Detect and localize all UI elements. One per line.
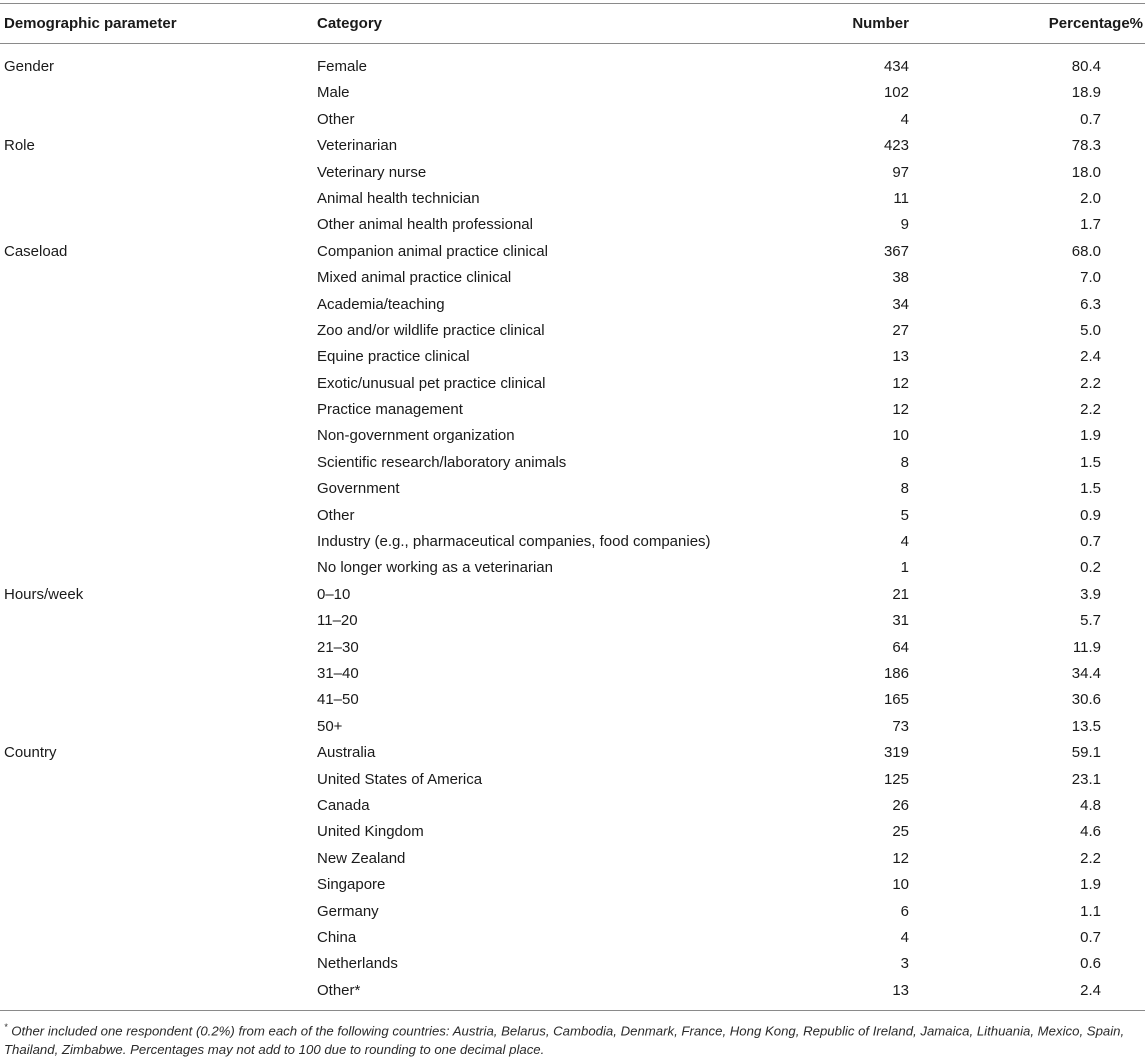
cell-category: Exotic/unusual pet practice clinical xyxy=(317,374,546,392)
table-row xyxy=(0,582,1145,608)
cell-percentage: 2.2 xyxy=(1080,849,1101,867)
cell-category: Female xyxy=(317,58,368,75)
cell-category: Canada xyxy=(317,796,370,814)
table-row xyxy=(0,318,1145,344)
cell-percentage: 3.9 xyxy=(1080,585,1101,603)
cell-number: 8 xyxy=(900,453,909,471)
cell-number: 11 xyxy=(893,189,909,207)
cell-number: 12 xyxy=(892,374,909,392)
cell-percentage: 18.9 xyxy=(1071,84,1101,102)
cell-demographic-parameter: Caseload xyxy=(4,242,68,260)
table-row xyxy=(0,371,1145,397)
cell-number: 4 xyxy=(900,110,909,128)
cell-category: Practice management xyxy=(317,401,463,419)
cell-category: United States of America xyxy=(317,770,483,788)
cell-category: Veterinarian xyxy=(317,137,398,155)
table-row xyxy=(0,239,1145,265)
table-row xyxy=(0,635,1145,661)
cell-category: 31–40 xyxy=(317,664,359,682)
cell-demographic-parameter: Gender xyxy=(4,58,55,75)
table-row xyxy=(0,978,1145,1004)
cell-category: Scientific research/laboratory animals xyxy=(317,453,567,471)
cell-percentage: 1.5 xyxy=(1080,480,1101,498)
cell-category: Equine practice clinical xyxy=(317,348,470,366)
table-row xyxy=(0,872,1145,898)
table-footnote xyxy=(4,1018,1142,1059)
cell-number: 27 xyxy=(892,321,909,339)
cell-category: Animal health technician xyxy=(317,189,480,207)
table-row xyxy=(0,819,1145,845)
table-row xyxy=(0,951,1145,977)
cell-number: 102 xyxy=(883,84,909,102)
table-row xyxy=(0,899,1145,925)
table-row xyxy=(0,133,1145,159)
cell-percentage: 6.3 xyxy=(1080,295,1101,313)
cell-percentage: 2.4 xyxy=(1080,348,1101,366)
cell-number: 34 xyxy=(892,295,909,313)
table-row xyxy=(0,714,1145,740)
cell-category: 50+ xyxy=(317,717,343,735)
cell-percentage: 5.7 xyxy=(1080,612,1101,630)
cell-category: Industry (e.g., pharmaceutical companies, food companies) xyxy=(317,533,711,551)
table-row xyxy=(0,397,1145,423)
cell-percentage: 80.4 xyxy=(1071,58,1101,75)
cell-percentage: 13.5 xyxy=(1071,717,1101,735)
cell-number: 186 xyxy=(883,664,909,682)
cell-number: 73 xyxy=(892,717,909,735)
table-row xyxy=(0,450,1145,476)
cell-number: 367 xyxy=(883,242,909,260)
cell-percentage: 0.9 xyxy=(1080,506,1101,524)
cell-number: 25 xyxy=(892,823,909,841)
cell-category: Other* xyxy=(317,981,361,999)
cell-percentage: 5.0 xyxy=(1080,321,1101,339)
table-row xyxy=(0,344,1145,370)
cell-category: Australia xyxy=(317,744,376,762)
table-row xyxy=(0,608,1145,634)
footnote-marker: * xyxy=(4,1022,8,1032)
cell-demographic-parameter: Hours/week xyxy=(4,585,84,603)
cell-number: 38 xyxy=(892,269,909,287)
cell-percentage: 2.2 xyxy=(1080,401,1101,419)
cell-percentage: 23.1 xyxy=(1071,770,1101,788)
cell-number: 26 xyxy=(892,796,909,814)
cell-percentage: 11.9 xyxy=(1072,638,1101,656)
cell-number: 10 xyxy=(892,427,909,445)
cell-percentage: 30.6 xyxy=(1071,691,1101,709)
cell-percentage: 7.0 xyxy=(1080,269,1101,287)
cell-category: Singapore xyxy=(317,876,386,894)
cell-number: 12 xyxy=(892,849,909,867)
cell-category: Other animal health professional xyxy=(317,216,533,234)
table-row xyxy=(0,160,1145,186)
cell-number: 434 xyxy=(883,58,909,75)
cell-category: Non-government organization xyxy=(317,427,515,445)
table-row xyxy=(0,529,1145,555)
cell-number: 13 xyxy=(892,348,909,366)
table-row xyxy=(0,292,1145,318)
cell-number: 4 xyxy=(900,928,909,946)
cell-percentage: 68.0 xyxy=(1071,242,1101,260)
cell-number: 165 xyxy=(883,691,909,709)
header-percentage: Percentage% xyxy=(1048,15,1143,32)
cell-number: 125 xyxy=(883,770,909,788)
cell-percentage: 0.7 xyxy=(1080,928,1101,946)
table-header-rule xyxy=(0,43,1145,44)
cell-number: 12 xyxy=(892,401,909,419)
table-row xyxy=(0,265,1145,291)
cell-percentage: 4.8 xyxy=(1080,796,1101,814)
cell-category: Veterinary nurse xyxy=(317,163,427,181)
header-number: Number xyxy=(852,15,909,32)
header-category: Category xyxy=(317,15,383,32)
cell-number: 9 xyxy=(900,216,909,234)
cell-percentage: 0.6 xyxy=(1080,955,1101,973)
cell-category: Other xyxy=(317,110,355,128)
cell-percentage: 2.4 xyxy=(1080,981,1101,999)
cell-number: 6 xyxy=(900,902,909,920)
cell-percentage: 1.5 xyxy=(1080,453,1101,471)
table-row xyxy=(0,846,1145,872)
table-row xyxy=(0,661,1145,687)
cell-category: 0–10 xyxy=(317,585,351,603)
table-row xyxy=(0,423,1145,449)
cell-category: Academia/teaching xyxy=(317,295,445,313)
table-row xyxy=(0,740,1145,766)
cell-number: 3 xyxy=(900,955,909,973)
cell-percentage: 1.9 xyxy=(1080,876,1101,894)
cell-number: 64 xyxy=(892,638,909,656)
table-row xyxy=(0,54,1145,80)
cell-number: 31 xyxy=(892,612,909,630)
header-demographic-parameter: Demographic parameter xyxy=(4,15,177,32)
table-row xyxy=(0,80,1145,106)
cell-percentage: 4.6 xyxy=(1080,823,1101,841)
table-row xyxy=(0,925,1145,951)
table-bottom-rule xyxy=(0,1010,1145,1011)
cell-category: Companion animal practice clinical xyxy=(317,242,548,260)
cell-category: Male xyxy=(317,84,350,102)
footnote-text: Other included one respondent (0.2%) from each of the following countries: Austria, Belarus, Cambodia, Denmark, France, Hong Kong, Republic of Ireland, Jamaica, Lithuania, Mexico, Spain, Thailand, Zimbabwe. Percentages may not add to 100 due to rounding to one decimal place. xyxy=(4,1023,1125,1058)
cell-number: 1 xyxy=(900,559,909,577)
cell-percentage: 78.3 xyxy=(1071,137,1101,155)
cell-number: 319 xyxy=(883,744,909,762)
table-row xyxy=(0,687,1145,713)
cell-demographic-parameter: Role xyxy=(4,137,35,155)
cell-category: Germany xyxy=(317,902,379,920)
cell-category: Netherlands xyxy=(317,955,398,973)
cell-percentage: 2.0 xyxy=(1080,189,1101,207)
cell-percentage: 0.7 xyxy=(1080,110,1101,128)
cell-demographic-parameter: Country xyxy=(4,744,57,762)
cell-number: 423 xyxy=(883,137,909,155)
table-row xyxy=(0,767,1145,793)
cell-number: 5 xyxy=(900,506,909,524)
table-body xyxy=(0,54,1145,1004)
cell-category: Other xyxy=(317,506,355,524)
table-row xyxy=(0,555,1145,581)
table-row xyxy=(0,503,1145,529)
cell-percentage: 59.1 xyxy=(1071,744,1101,762)
cell-percentage: 34.4 xyxy=(1071,664,1101,682)
table-row xyxy=(0,212,1145,238)
table-row xyxy=(0,793,1145,819)
cell-category: United Kingdom xyxy=(317,823,424,841)
cell-category: No longer working as a veterinarian xyxy=(317,559,553,577)
cell-percentage: 0.7 xyxy=(1080,533,1101,551)
cell-category: Government xyxy=(317,480,400,498)
cell-category: New Zealand xyxy=(317,849,406,867)
cell-category: 21–30 xyxy=(317,638,359,656)
cell-category: 41–50 xyxy=(317,691,359,709)
cell-category: 11–20 xyxy=(317,612,358,630)
table-header-row xyxy=(0,4,1145,43)
cell-number: 8 xyxy=(900,480,909,498)
cell-category: Mixed animal practice clinical xyxy=(317,269,512,287)
cell-number: 4 xyxy=(900,533,909,551)
table-row xyxy=(0,186,1145,212)
cell-category: China xyxy=(317,928,357,946)
cell-number: 10 xyxy=(892,876,909,894)
table-row xyxy=(0,476,1145,502)
cell-percentage: 2.2 xyxy=(1080,374,1101,392)
cell-number: 13 xyxy=(892,981,909,999)
cell-percentage: 1.9 xyxy=(1080,427,1101,445)
cell-percentage: 1.1 xyxy=(1080,902,1101,920)
cell-percentage: 0.2 xyxy=(1080,559,1101,577)
cell-number: 21 xyxy=(892,585,909,603)
cell-number: 97 xyxy=(892,163,909,181)
cell-percentage: 1.7 xyxy=(1080,216,1101,234)
cell-percentage: 18.0 xyxy=(1071,163,1101,181)
table-row xyxy=(0,107,1145,133)
cell-category: Zoo and/or wildlife practice clinical xyxy=(317,321,545,339)
